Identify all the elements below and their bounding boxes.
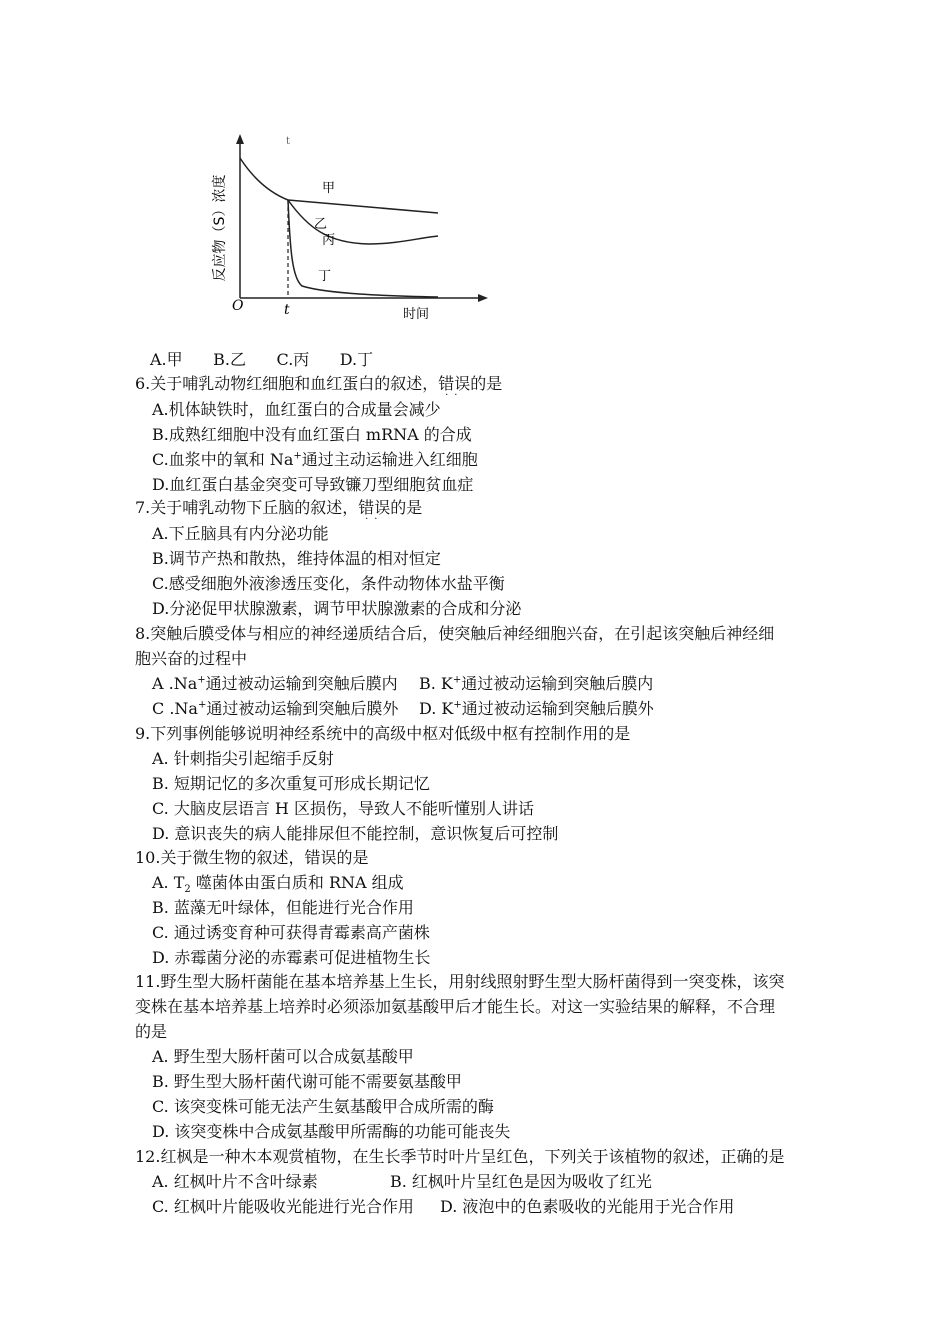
q9-option-a: A. 针刺指尖引起缩手反射 [152, 749, 334, 768]
q12-stem: 12.红枫是一种木本观赏植物，在生长季节时叶片呈红色，下列关于该植物的叙述，正确的是 [135, 1147, 785, 1166]
curve-jia [288, 200, 438, 213]
t-top-label: t [286, 136, 291, 147]
curve-label-bing: 丙 [322, 233, 336, 248]
y-axis-label: 反应物（S）浓度 [212, 174, 228, 282]
q10-option-a-part2: 噬菌体由蛋白质和 RNA 组成 [190, 873, 404, 892]
q6-option-c-part1: C.血浆中的氧和 Na [152, 450, 294, 469]
q9-option-c: C. 大脑皮层语言 H 区损伤，导致人不能听懂别人讲话 [152, 799, 534, 818]
q8-option-b-sup: + [452, 674, 462, 686]
q8-option-a-sup: + [197, 674, 206, 686]
q9-stem: 9.下列事例能够说明神经系统中的高级中枢对低级中枢有控制作用的是 [135, 724, 631, 743]
q9-option-b: B. 短期记忆的多次重复可形成长期记忆 [152, 774, 430, 793]
q7-stem-a: 7.关于哺乳动物下丘脑的叙述， [135, 498, 359, 517]
reaction-curve-figure [212, 128, 498, 328]
q8-stem-line2: 胞兴奋的过程中 [135, 649, 248, 668]
q8-option-c-part2: 通过被动运输到突触后膜外 [206, 699, 399, 718]
x-axis-arrow [478, 294, 488, 302]
q12-option-b: B. 红枫叶片呈红色是因为吸收了红光 [390, 1172, 652, 1191]
q10-option-d: D. 赤霉菌分泌的赤霉素可促进植物生长 [152, 948, 431, 967]
q12-option-c: C. 红枫叶片能吸收光能进行光合作用 [152, 1197, 414, 1216]
q8-option-b [419, 674, 653, 694]
q12-option-d: D. 液泡中的色素吸收的光能用于光合作用 [440, 1197, 735, 1216]
reaction-curve-chart [212, 128, 498, 328]
q10-option-a-sub: 2 [184, 884, 191, 896]
q6-stem-b: 的是 [470, 374, 503, 393]
q11-option-d: D. 该突变株中合成氨基酸甲所需酶的功能可能丧失 [152, 1122, 511, 1141]
curve-label-jia: 甲 [322, 181, 336, 196]
q8-option-a-part2: 通过被动运输到突触后膜内 [205, 674, 398, 693]
q8-stem-line1: 8.突触后膜受体与相应的神经递质结合后，使突触后神经细胞兴奋，在引起该突触后神经细 [135, 624, 775, 643]
q6-stem-emph-text: 错误 [438, 374, 471, 393]
q11-stem-line1: 11.野生型大肠杆菌能在基本培养基上生长，用射线照射野生型大肠杆菌得到一突变株，该突 [135, 972, 785, 991]
origin-label: O [232, 298, 244, 314]
q7-option-d: D.分泌促甲状腺激素，调节甲状腺激素的合成和分泌 [152, 599, 522, 618]
q12-option-a: A. 红枫叶片不含叶绿素 [152, 1172, 318, 1191]
q6-option-b: B.成熟红细胞中没有血红蛋白 mRNA 的合成 [152, 425, 472, 444]
q11-stem-line2: 变株在基本培养基上培养时必须添加氨基酸甲后才能生长。对这一实验结果的解释，不合理 [135, 997, 776, 1016]
q10-option-c: C. 通过诱变育种可获得青霉素高产菌株 [152, 923, 430, 942]
q8-option-d-sup: + [453, 699, 462, 711]
q6-option-c-sup: + [293, 450, 302, 462]
q6-option-c [152, 450, 478, 470]
q8-option-a [152, 674, 398, 694]
q8-option-b-part2: 通过被动运输到突触后膜内 [461, 674, 654, 693]
q10-option-a [152, 873, 404, 896]
q7-stem [135, 498, 423, 525]
q10-stem: 10.关于微生物的叙述，错误的是 [135, 848, 369, 867]
q6-stem [135, 374, 503, 401]
curve-label-yi: 乙 [314, 217, 328, 232]
q8-option-b-part1: B. K [419, 674, 453, 693]
t-label: t [284, 302, 290, 318]
q7-option-a: A.下丘脑具有内分泌功能 [152, 524, 329, 543]
q7-option-c: C.感受细胞外液渗透压变化，条件动物体水盐平衡 [152, 574, 505, 593]
q8-option-d [419, 699, 654, 719]
q5-options: A.甲 B.乙 C.丙 D.丁 [150, 350, 374, 369]
q7-stem-emph-text: 错误 [358, 498, 391, 517]
q10-option-b: B. 蓝藻无叶绿体，但能进行光合作用 [152, 898, 414, 917]
emphasis-dots: ·· [365, 514, 384, 525]
q10-option-a-part1: A. T [152, 873, 185, 892]
initial-curve [240, 158, 288, 200]
q11-stem-line3: 的是 [135, 1022, 168, 1041]
q8-option-c-sup: + [197, 699, 207, 711]
q8-option-c [152, 699, 398, 719]
q6-stem-emphasis [438, 374, 471, 401]
q7-stem-emphasis [358, 498, 391, 525]
q7-option-b: B.调节产热和散热，维持体温的相对恒定 [152, 549, 441, 568]
q9-option-d: D. 意识丧失的病人能排尿但不能控制，意识恢复后可控制 [152, 824, 559, 843]
q11-option-b: B. 野生型大肠杆菌代谢可能不需要氨基酸甲 [152, 1072, 462, 1091]
q11-option-c: C. 该突变株可能无法产生氨基酸甲合成所需的酶 [152, 1097, 494, 1116]
q6-option-c-part2: 通过主动运输进入红细胞 [301, 450, 478, 469]
curve-label-ding: 丁 [318, 269, 332, 284]
q6-option-d: D.血红蛋白基金突变可导致镰刀型细胞贫血症 [152, 475, 474, 494]
q11-option-a: A. 野生型大肠杆菌可以合成氨基酸甲 [152, 1047, 414, 1066]
q8-option-d-part2: 通过被动运输到突触后膜外 [461, 699, 654, 718]
q6-stem-a: 6.关于哺乳动物红细胞和血红蛋白的叙述， [135, 374, 439, 393]
curve-ding [288, 200, 438, 297]
q8-option-c-part1: C .Na [152, 699, 198, 718]
q8-option-a-part1: A .Na [152, 674, 198, 693]
q8-option-d-part1: D. K [419, 699, 454, 718]
emphasis-dots: ·· [445, 390, 464, 401]
q7-stem-b: 的是 [390, 498, 423, 517]
q6-option-a: A.机体缺铁时，血红蛋白的合成量会减少 [152, 400, 441, 419]
y-axis-arrow [236, 134, 244, 144]
x-axis-label: 时间 [403, 307, 430, 322]
